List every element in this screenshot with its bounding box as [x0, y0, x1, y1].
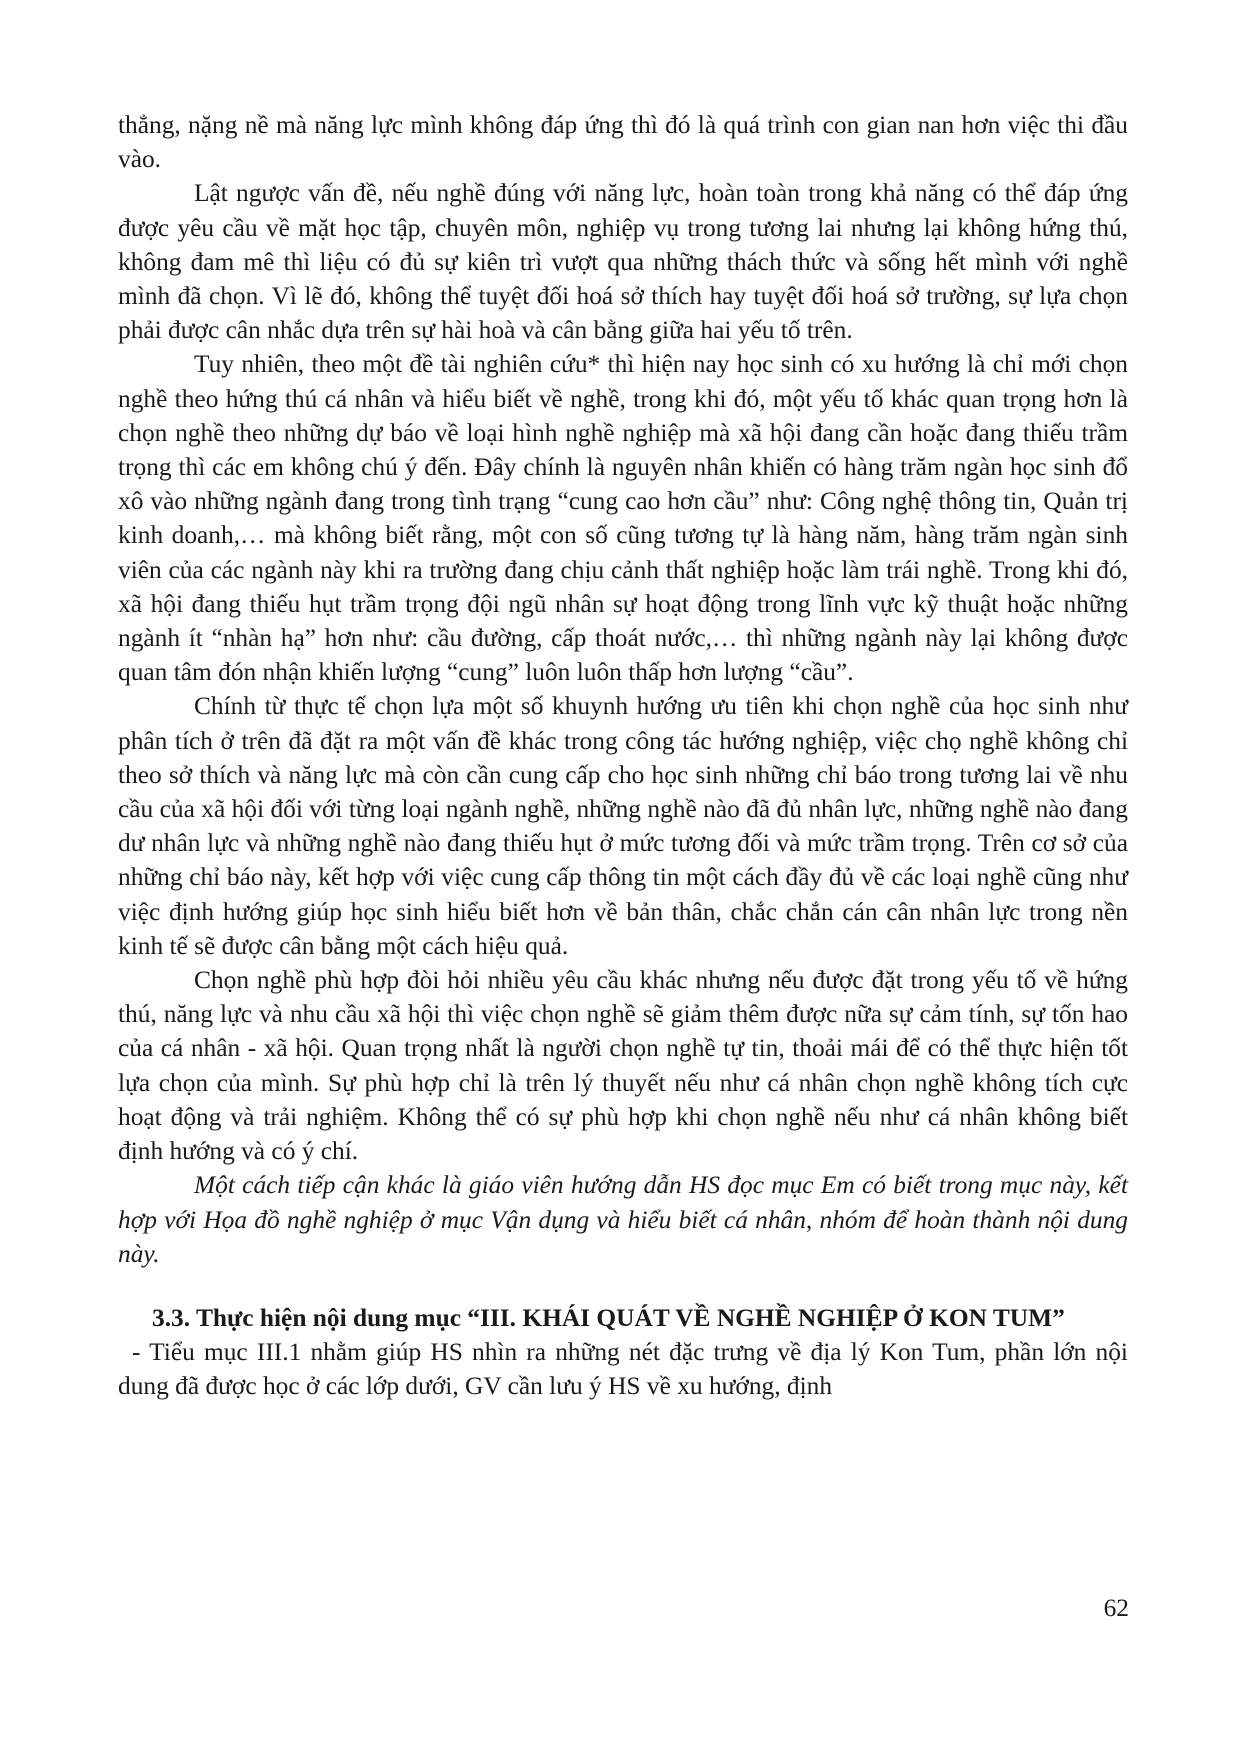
paragraph-research-trend: Tuy nhiên, theo một đề tài nghiên cứu* thì hiện nay học sinh có xu hướng là chỉ mới chọn nghề theo hứng thú cá nhân và hiểu biết về nghề, trong khi đó, một yếu tố khác quan trọng hơn là chọn nghề theo những dự báo về loại hình nghề nghiệp mà xã hội đang cần hoặc đang thiếu trầm trọng thì các em không chú ý đến. Đây chính là nguyên nhân khiến có hàng trăm ngàn học sinh đổ xô vào những ngành đang trong tình trạng “cung cao hơn cầu” như: Công nghệ thông tin, Quản trị kinh doanh,… mà không biết rằng, một con số cũng tương tự là hàng năm, hàng trăm ngàn sinh viên của các ngành này khi ra trường đang chịu cảnh thất nghiệp hoặc làm trái nghề. Trong khi đó, xã hội đang thiếu hụt trầm trọng đội ngũ nhân sự hoạt động trong lĩnh vực kỹ thuật hoặc những ngành ít “nhàn hạ” hơn như: cầu đường, cấp thoát nước,… thì những ngành này lại không được quan tâm đón nhận khiến lượng “cung” luôn luôn thấp hơn lượng “cầu”. [118, 350, 1128, 687]
section-heading: 3.3. Thực hiện nội dung mục “III. KHÁI QUÁT VỀ NGHỀ NGHIỆP Ở KON TUM” [152, 1303, 1065, 1332]
document-page [118, 108, 1128, 1404]
paragraph-suitable-career: Chọn nghề phù hợp đòi hỏi nhiều yêu cầu khác nhưng nếu được đặt trong yếu tố về hứng thú, năng lực và nhu cầu xã hội thì việc chọn nghề sẽ giảm thêm được nữa sự cảm tính, sự tốn hao của cá nhân - xã hội. Quan trọng nhất là người chọn nghề tự tin, thoải mái để có thể thực hiện tốt lựa chọn của mình. Sự phù hợp chỉ là trên lý thuyết nếu như cá nhân chọn nghề không tích cực hoạt động và trải nghiệm. Không thể có sự phù hợp khi chọn nghề nếu như cá nhân không biết định hướng và có ý chí. [118, 966, 1128, 1166]
paragraph-continuation: thẳng, nặng nề mà năng lực mình không đáp ứng thì đó là quá trình con gian nan hơn việc thi đầu vào. [118, 111, 1128, 174]
paragraph-alternative-approach: Một cách tiếp cận khác là giáo viên hướng dẫn HS đọc mục Em có biết trong mục này, kết hợp với Họa đồ nghề nghiệp ở mục Vận dụng và hiểu biết cá nhân, nhóm để hoàn thành nội dung này. [118, 1171, 1128, 1268]
paragraph-interest-vs-ability: Lật ngược vấn đề, nếu nghề đúng với năng lực, hoàn toàn trong khả năng có thể đáp ứng được yêu cầu về mặt học tập, chuyên môn, nghiệp vụ trong tương lai nhưng lại không hứng thú, không đam mê thì liệu có đủ sự kiên trì vượt qua những thách thức và sống hết mình với nghề mình đã chọn. Vì lẽ đó, không thể tuyệt đối hoá sở thích hay tuyệt đối hoá sở trường, sự lựa chọn phải được cân nhắc dựa trên sự hài hoà và cân bằng giữa hai yếu tố trên. [118, 179, 1128, 345]
paragraph-subsection-iii1: - Tiểu mục III.1 nhằm giúp HS nhìn ra những nét đặc trưng về địa lý Kon Tum, phần lớn nội dung đã được học ở các lớp dưới, GV cần lưu ý HS về xu hướng, định [118, 1338, 1128, 1401]
page-number: 62 [1103, 1594, 1129, 1622]
paragraph-career-guidance: Chính từ thực tế chọn lựa một số khuynh hướng ưu tiên khi chọn nghề của học sinh như phân tích ở trên đã đặt ra một vấn đề khác trong công tác hướng nghiệp, việc chọ nghề không chỉ theo sở thích và năng lực mà còn cần cung cấp cho học sinh những chỉ báo trong tương lai về nhu cầu của xã hội đối với từng loại ngành nghề, những nghề nào đã đủ nhân lực, những nghề nào đang dư nhân lực và những nghề nào đang thiếu hụt ở mức tương đối và mức trầm trọng. Trên cơ sở của những chỉ báo này, kết hợp với việc cung cấp thông tin một cách đầy đủ về các loại nghề cũng như việc định hướng giúp học sinh hiểu biết hơn về bản thân, chắc chắn cán cân nhân lực trong nền kinh tế sẽ được cân bằng một cách hiệu quả. [118, 692, 1128, 960]
